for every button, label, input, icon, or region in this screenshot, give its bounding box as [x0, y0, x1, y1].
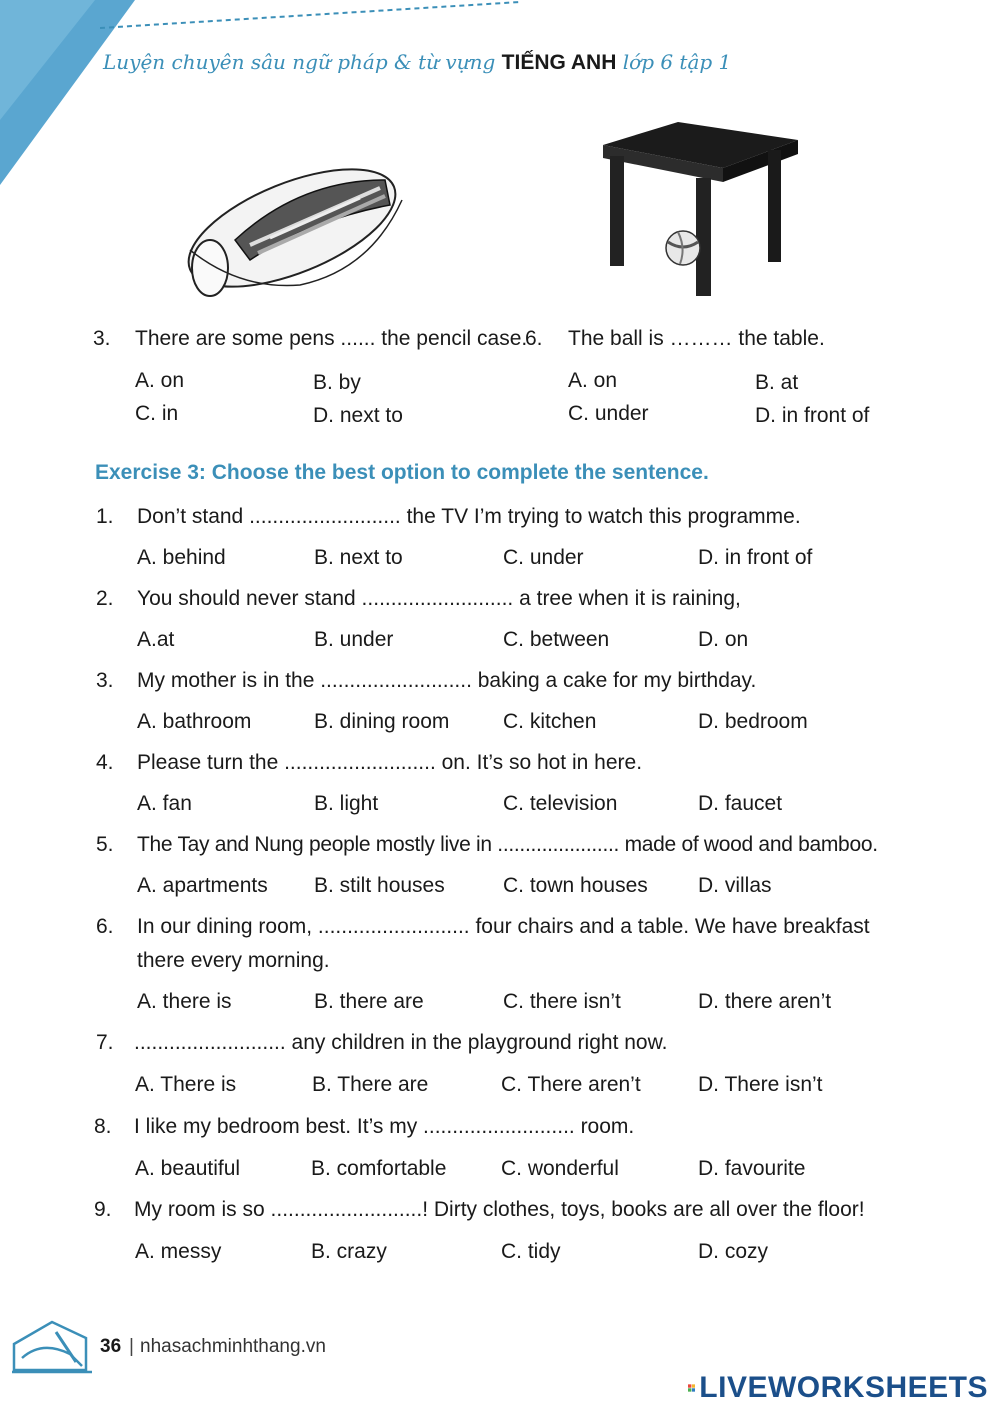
- top-dashed-line: [100, 0, 520, 30]
- option-b[interactable]: B. There are: [312, 1073, 429, 1096]
- corner-decoration: [0, 0, 140, 200]
- header-emphasis: TIẾNG ANH: [501, 51, 617, 74]
- publisher-site: nhasachminhthang.vn: [140, 1336, 326, 1357]
- question-text: My mother is in the .......................... baking a cake for my birthday.: [137, 669, 757, 692]
- option-d[interactable]: D. cozy: [698, 1240, 769, 1263]
- question-text-continued: there every morning.: [137, 949, 330, 972]
- exercise-title: Exercise 3: Choose the best option to complete the sentence.: [95, 461, 709, 484]
- footer-separator: |: [129, 1336, 134, 1357]
- option-c[interactable]: C. between: [503, 628, 610, 651]
- liveworksheets-brand: LIVEWORKSHEETS: [699, 1371, 988, 1404]
- question-number: 2.: [96, 587, 114, 610]
- option-c[interactable]: C. under: [503, 546, 584, 569]
- option-a[interactable]: A. messy: [135, 1240, 222, 1263]
- option-a[interactable]: A. fan: [137, 792, 192, 815]
- option-c[interactable]: C. television: [503, 792, 618, 815]
- option-c[interactable]: C. there isn’t: [503, 990, 621, 1013]
- question-number: 1.: [96, 505, 114, 528]
- option-b[interactable]: B. comfortable: [311, 1157, 447, 1180]
- question-number: 4.: [96, 751, 114, 774]
- option-a[interactable]: A. There is: [135, 1073, 237, 1096]
- option-a[interactable]: A. on: [568, 369, 618, 392]
- option-d[interactable]: D. bedroom: [698, 710, 808, 733]
- question-text: In our dining room, .......................... four chairs and a table. We have breakfast: [137, 915, 870, 938]
- question-number: 6.: [96, 915, 114, 938]
- option-b[interactable]: B. there are: [314, 990, 424, 1013]
- option-a[interactable]: A. beautiful: [135, 1157, 241, 1180]
- option-d[interactable]: D. villas: [698, 874, 772, 897]
- option-b[interactable]: B. dining room: [314, 710, 450, 733]
- option-c[interactable]: C. town houses: [503, 874, 648, 897]
- option-c[interactable]: C. wonderful: [501, 1157, 619, 1180]
- question-text: I like my bedroom best. It’s my .......................... room.: [134, 1115, 635, 1138]
- option-d[interactable]: D. There isn’t: [698, 1073, 823, 1096]
- option-d[interactable]: D. in front of: [755, 404, 870, 427]
- option-c[interactable]: C. under: [568, 402, 649, 425]
- option-d[interactable]: D. in front of: [698, 546, 813, 569]
- question-text: There are some pens ...... the pencil case.: [135, 327, 528, 350]
- option-d[interactable]: D. on: [698, 628, 749, 651]
- question-text: You should never stand .......................... a tree when it is raining,: [137, 587, 741, 610]
- option-b[interactable]: B. next to: [314, 546, 403, 569]
- option-d[interactable]: D. next to: [313, 404, 403, 427]
- option-b[interactable]: B. by: [313, 371, 361, 394]
- question-text: The ball is ……… the table.: [568, 327, 825, 350]
- question-number: 5.: [96, 833, 114, 856]
- question-number: 7.: [96, 1031, 114, 1054]
- question-number: 9.: [94, 1198, 112, 1221]
- option-c[interactable]: C. kitchen: [503, 710, 597, 733]
- question-text: My room is so ..........................! Dirty clothes, toys, books are all over the floor!: [134, 1198, 865, 1221]
- question-text: .......................... any children in the playground right now.: [134, 1031, 668, 1054]
- liveworksheets-logo: [688, 1372, 988, 1404]
- option-a[interactable]: A.at: [137, 628, 175, 651]
- header-prefix: Luyện chuyên sâu ngữ pháp & từ vựng: [103, 50, 496, 74]
- page-number: 36: [100, 1336, 122, 1357]
- option-c[interactable]: C. There aren’t: [501, 1073, 641, 1096]
- table-ball-image: [598, 120, 803, 300]
- option-a[interactable]: A. there is: [137, 990, 232, 1013]
- header-suffix: lớp 6 tập 1: [622, 50, 732, 74]
- question-text: The Tay and Nung people mostly live in ...................... made of wood and bamboo.: [137, 833, 878, 856]
- option-a[interactable]: A. behind: [137, 546, 226, 569]
- option-c[interactable]: C. in: [135, 402, 179, 425]
- question-number: 6.: [525, 327, 543, 350]
- option-b[interactable]: B. crazy: [311, 1240, 387, 1263]
- liveworksheets-mark-icon: [688, 1375, 695, 1401]
- question-number: 3.: [96, 669, 114, 692]
- book-header: [103, 50, 731, 75]
- option-d[interactable]: D. faucet: [698, 792, 783, 815]
- question-text: Don’t stand .......................... the TV I’m trying to watch this programme.: [137, 505, 801, 528]
- option-a[interactable]: A. bathroom: [137, 710, 252, 733]
- option-b[interactable]: B. stilt houses: [314, 874, 445, 897]
- option-b[interactable]: B. under: [314, 628, 394, 651]
- writing-hand-icon: [12, 1318, 92, 1374]
- option-b[interactable]: B. light: [314, 792, 379, 815]
- option-b[interactable]: B. at: [755, 371, 799, 394]
- pencil-case-image: [180, 150, 405, 300]
- option-c[interactable]: C. tidy: [501, 1240, 561, 1263]
- option-a[interactable]: A. apartments: [137, 874, 268, 897]
- option-d[interactable]: D. favourite: [698, 1157, 806, 1180]
- question-number: 3.: [93, 327, 111, 350]
- question-number: 8.: [94, 1115, 112, 1138]
- option-a[interactable]: A. on: [135, 369, 185, 392]
- question-text: Please turn the .......................... on. It’s so hot in here.: [137, 751, 643, 774]
- option-d[interactable]: D. there aren’t: [698, 990, 832, 1013]
